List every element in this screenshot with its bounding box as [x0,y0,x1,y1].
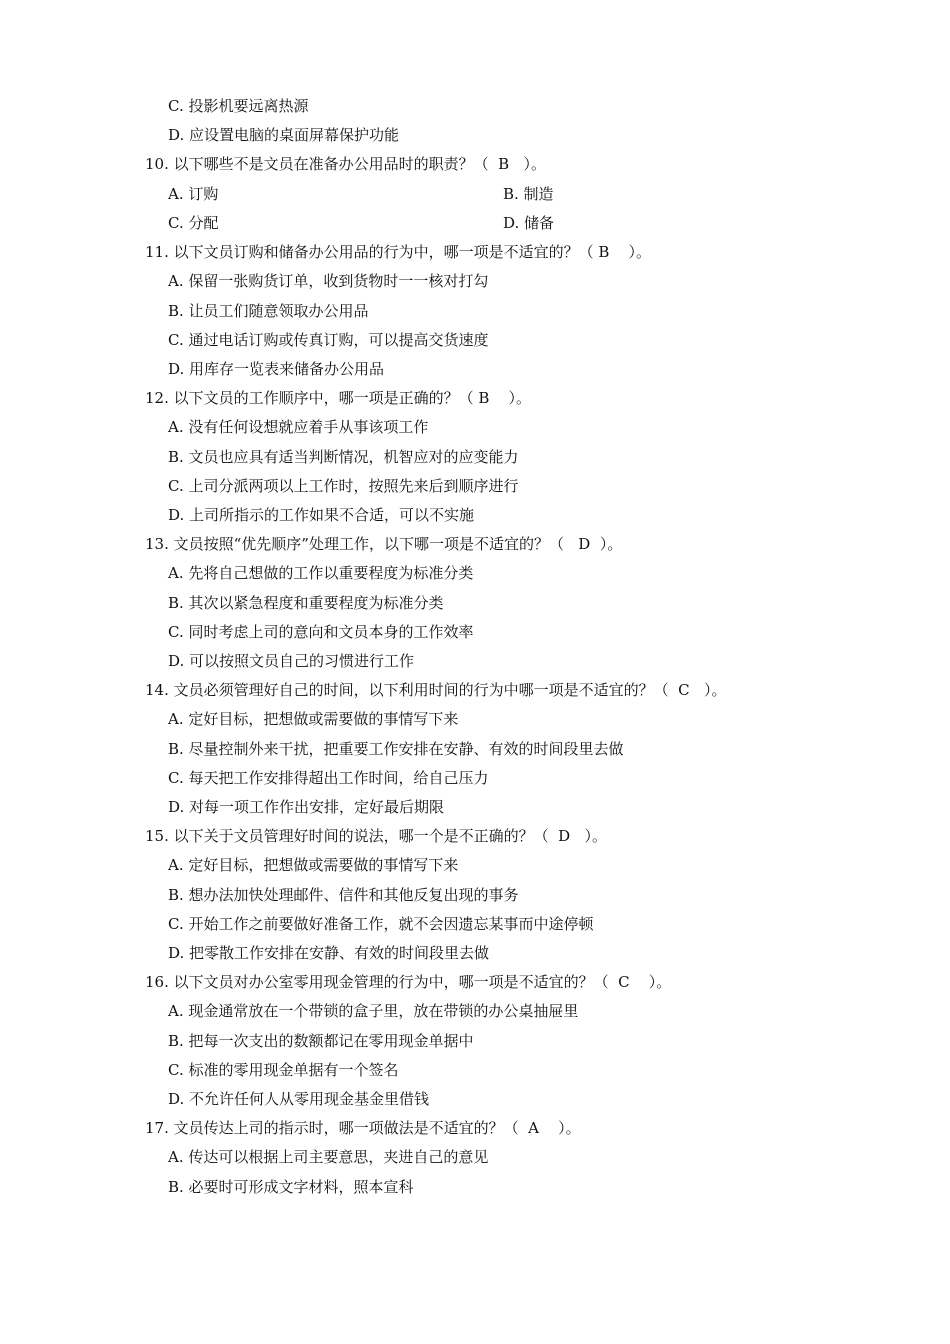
option-c-q15: C. 开始工作之前要做好准备工作，就不会因遗忘某事而中途停顿 [168,915,594,933]
option-d-q13: D. 可以按照文员自己的习惯进行工作 [168,652,415,670]
option-a-q17: A. 传达可以根据上司主要意思，夹进自己的意见 [168,1148,489,1166]
option-a-q15: A. 定好目标，把想做或需要做的事情写下来 [168,856,459,874]
option-d-q16: D. 不允许任何人从零用现金基金里借钱 [168,1090,430,1108]
option-b-q12: B. 文员也应具有适当判断情况，机智应对的应变能力 [168,448,519,466]
option-b-q13: B. 其次以紧急程度和重要程度为标准分类 [168,594,444,612]
option-d-q11: D. 用库存一览表来储备办公用品 [168,360,385,378]
option-a-q12: A. 没有任何设想就应着手从事该项工作 [168,418,429,436]
option-d-q15: D. 把零散工作安排在安静、有效的时间段里去做 [168,944,490,962]
option-b-q15: B. 想办法加快处理邮件、信件和其他反复出现的事务 [168,886,519,904]
question-10: 10. 以下哪些不是文员在准备办公用品时的职责？（ B ）。 [145,155,546,173]
option-a-q14: A. 定好目标，把想做或需要做的事情写下来 [168,710,459,728]
question-16: 16. 以下文员对办公室零用现金管理的行为中，哪一项是不适宜的？（ C ）。 [145,973,672,991]
option-c-q16: C. 标准的零用现金单据有一个签名 [168,1061,399,1079]
option-c-q10: C. 分配 [168,214,219,232]
option-c-q13: C. 同时考虑上司的意向和文员本身的工作效率 [168,623,474,641]
option-d-q14: D. 对每一项工作作出安排，定好最后期限 [168,798,445,816]
option-b-q16: B. 把每一次支出的数额都记在零用现金单据中 [168,1032,474,1050]
option-d-q12: D. 上司所指示的工作如果不合适，可以不实施 [168,506,475,524]
question-14: 14. 文员必须管理好自己的时间，以下利用时间的行为中哪一项是不适宜的？（ C ）。 [145,681,727,699]
option-d-q10: D. 储备 [503,214,555,232]
question-15: 15. 以下关于文员管理好时间的说法，哪一个是不正确的？（ D ）。 [145,827,607,845]
option-a-q10: A. 订购 [168,185,219,203]
option-b-q10: B. 制造 [503,185,554,203]
option-c-q9: C. 投影机要远离热源 [168,97,309,115]
question-17: 17. 文员传达上司的指示时，哪一项做法是不适宜的？（ A ）。 [145,1119,581,1137]
option-d-q9: D. 应设置电脑的桌面屏幕保护功能 [168,126,400,144]
option-b-q14: B. 尽量控制外来干扰，把重要工作安排在安静、有效的时间段里去做 [168,740,624,758]
question-12: 12. 以下文员的工作顺序中，哪一项是正确的？（ B ）。 [145,389,531,407]
option-a-q11: A. 保留一张购货订单，收到货物时一一核对打勾 [168,272,489,290]
question-13: 13. 文员按照“优先顺序”处理工作，以下哪一项是不适宜的？（ D ）。 [145,535,623,553]
option-c-q11: C. 通过电话订购或传真订购，可以提高交货速度 [168,331,489,349]
option-a-q13: A. 先将自己想做的工作以重要程度为标准分类 [168,564,474,582]
option-c-q14: C. 每天把工作安排得超出工作时间，给自己压力 [168,769,489,787]
question-11: 11. 以下文员订购和储备办公用品的行为中，哪一项是不适宜的？（ B ）。 [145,243,651,261]
option-a-q16: A. 现金通常放在一个带锁的盒子里，放在带锁的办公桌抽屉里 [168,1002,579,1020]
option-c-q12: C. 上司分派两项以上工作时，按照先来后到顺序进行 [168,477,519,495]
option-b-q17: B. 必要时可形成文字材料，照本宣科 [168,1178,414,1196]
option-b-q11: B. 让员工们随意领取办公用品 [168,302,369,320]
